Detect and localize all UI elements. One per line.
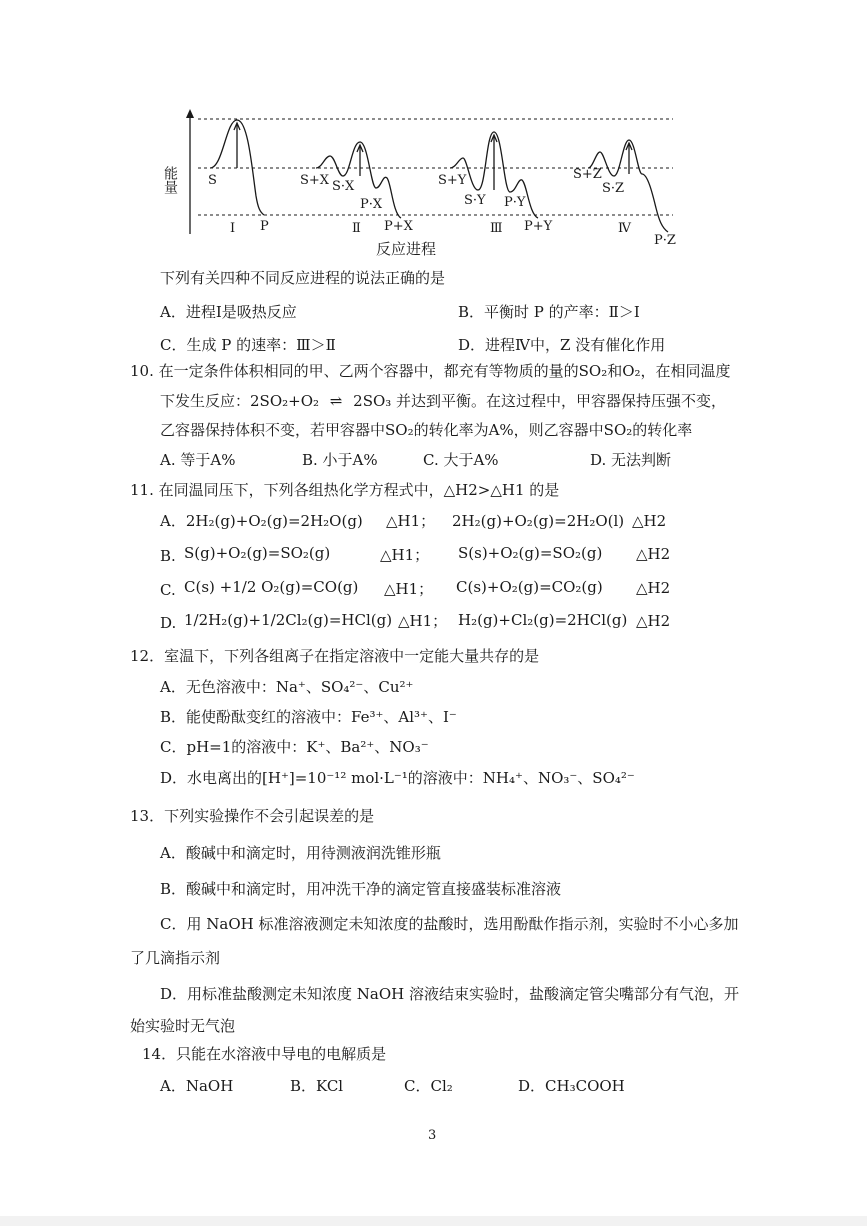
y-axis-label: 能量 [162, 166, 178, 194]
q10-option-b: B. 小于A% [302, 451, 378, 469]
q11-d-h1: △H1； [398, 612, 448, 630]
q13-option-c-line1: C．用 NaOH 标准溶液测定未知浓度的盐酸时，选用酚酞作指示剂，实验时不小心多加 [160, 915, 739, 933]
q11-stem: 11. 在同温同压下，下列各组热化学方程式中，△H2>△H1 的是 [130, 481, 560, 499]
q14-option-b: B．KCl [290, 1077, 344, 1095]
q11-b-letter: B. [160, 547, 176, 565]
q10-line2-pre: 下发生反应：2SO₂+O₂ [160, 392, 320, 410]
label-iii: Ⅲ [490, 221, 503, 236]
label-s: S [208, 173, 217, 188]
scan-edge [0, 1216, 867, 1226]
label-s-z: S·Z [602, 181, 625, 196]
q11-b-eq1: S(g)+O₂(g)=SO₂(g) [184, 544, 331, 562]
q11-a-h2: △H2 [632, 512, 667, 530]
q10-option-c: C. 大于A% [423, 451, 499, 469]
q11-d-h2: △H2 [636, 612, 671, 630]
q13-option-d-line1: D．用标准盐酸测定未知浓度 NaOH 溶液结束实验时，盐酸滴定管尖嘴部分有气泡，开 [160, 985, 740, 1003]
label-p-y: P·Y [504, 195, 526, 210]
q12-option-c: C．pH=1的溶液中：K⁺、Ba²⁺、NO₃⁻ [160, 738, 429, 756]
label-sz: S+Z [573, 167, 602, 182]
label-p-z: P·Z [654, 233, 676, 248]
q11-a-eq1: A．2H₂(g)+O₂(g)=2H₂O(g) [160, 512, 363, 530]
q11-c-eq2: C(s)+O₂(g)=CO₂(g) [456, 578, 603, 596]
q11-c-h2: △H2 [636, 579, 671, 597]
label-px: P+X [384, 219, 413, 234]
q10-option-a: A. 等于A% [160, 451, 236, 469]
q10-line2-post: 2SO₃ 并达到平衡。在这过程中，甲容器保持压强不变， [353, 392, 727, 410]
q9-option-d: D．进程Ⅳ中，Z 没有催化作用 [458, 336, 666, 354]
q14-option-a: A．NaOH [160, 1077, 234, 1095]
q12-stem: 12．室温下，下列各组离子在指定溶液中一定能大量共存的是 [130, 647, 540, 665]
curve-iv [588, 140, 668, 232]
q12-option-d: D．水电离出的[H⁺]=10⁻¹² mol·L⁻¹的溶液中：NH₄⁺、NO₃⁻、SO₄²⁻ [160, 769, 635, 787]
label-ii: Ⅱ [352, 221, 361, 236]
q10-option-d: D. 无法判断 [590, 451, 672, 469]
q12-option-a: A．无色溶液中：Na⁺、SO₄²⁻、Cu²⁺ [160, 678, 414, 696]
q11-b-h2: △H2 [636, 545, 671, 563]
energy-diagram [162, 104, 698, 260]
q11-c-eq1: C(s) +1/2 O₂(g)=CO(g) [184, 578, 359, 596]
q9-option-b: B．平衡时 P 的产率：Ⅱ＞Ⅰ [458, 303, 640, 321]
x-axis-label: 反应进程 [376, 240, 437, 258]
label-sx: S+X [300, 173, 330, 188]
label-p-x: P·X [360, 197, 383, 212]
q14-option-c: C．Cl₂ [404, 1077, 453, 1095]
q9-stem: 下列有关四种不同反应进程的说法正确的是 [160, 269, 446, 287]
q11-b-eq2: S(s)+O₂(g)=SO₂(g) [458, 544, 603, 562]
q11-c-h1: △H1； [384, 580, 434, 598]
label-s-x: S·X [332, 179, 355, 194]
label-s-y: S·Y [464, 193, 486, 208]
equilibrium-arrow-icon: ⇌ [329, 392, 343, 410]
q11-d-letter: D. [160, 614, 177, 632]
q13-option-b: B．酸碱中和滴定时，用冲洗干净的滴定管直接盛装标准溶液 [160, 880, 562, 898]
q13-option-a: A．酸碱中和滴定时，用待测液润洗锥形瓶 [160, 844, 441, 862]
q9-option-c: C．生成 P 的速率：Ⅲ＞Ⅱ [160, 336, 336, 354]
q13-option-d-line2: 始实验时无气泡 [130, 1017, 236, 1035]
q10-line1: 10. 在一定条件体积相同的甲、乙两个容器中，都充有等物质的量的SO₂和O₂，在相同温度 [130, 362, 731, 380]
y-axis-arrow [186, 109, 194, 118]
label-py: P+Y [524, 219, 553, 234]
q11-c-letter: C. [160, 581, 176, 599]
label-i: Ⅰ [230, 221, 236, 236]
q14-option-d: D．CH₃COOH [518, 1077, 625, 1095]
q12-option-b: B．能使酚酞变红的溶液中：Fe³⁺、Al³⁺、I⁻ [160, 708, 457, 726]
q9-option-a: A．进程Ⅰ是吸热反应 [160, 303, 297, 321]
label-sy: S+Y [438, 173, 467, 188]
q11-d-eq1: 1/2H₂(g)+1/2Cl₂(g)=HCl(g) [184, 611, 393, 629]
q11-a-h1: △H1； [386, 512, 436, 530]
q11-d-eq2: H₂(g)+Cl₂(g)=2HCl(g) [458, 611, 628, 629]
label-p: P [260, 219, 269, 234]
label-iv: Ⅳ [618, 221, 631, 236]
q13-option-c-line2: 了几滴指示剂 [130, 949, 221, 967]
q10-line2 [160, 391, 726, 411]
q11-b-h1: △H1； [380, 546, 430, 564]
q13-stem: 13．下列实验操作不会引起误差的是 [130, 807, 375, 825]
q11-a-eq2: 2H₂(g)+O₂(g)=2H₂O(l) [452, 512, 625, 530]
q14-stem: 14．只能在水溶液中导电的电解质是 [142, 1045, 387, 1063]
q10-line3: 乙容器保持体积不变，若甲容器中SO₂的转化率为A%，则乙容器中SO₂的转化率 [160, 421, 693, 439]
page-number: 3 [428, 1128, 437, 1143]
